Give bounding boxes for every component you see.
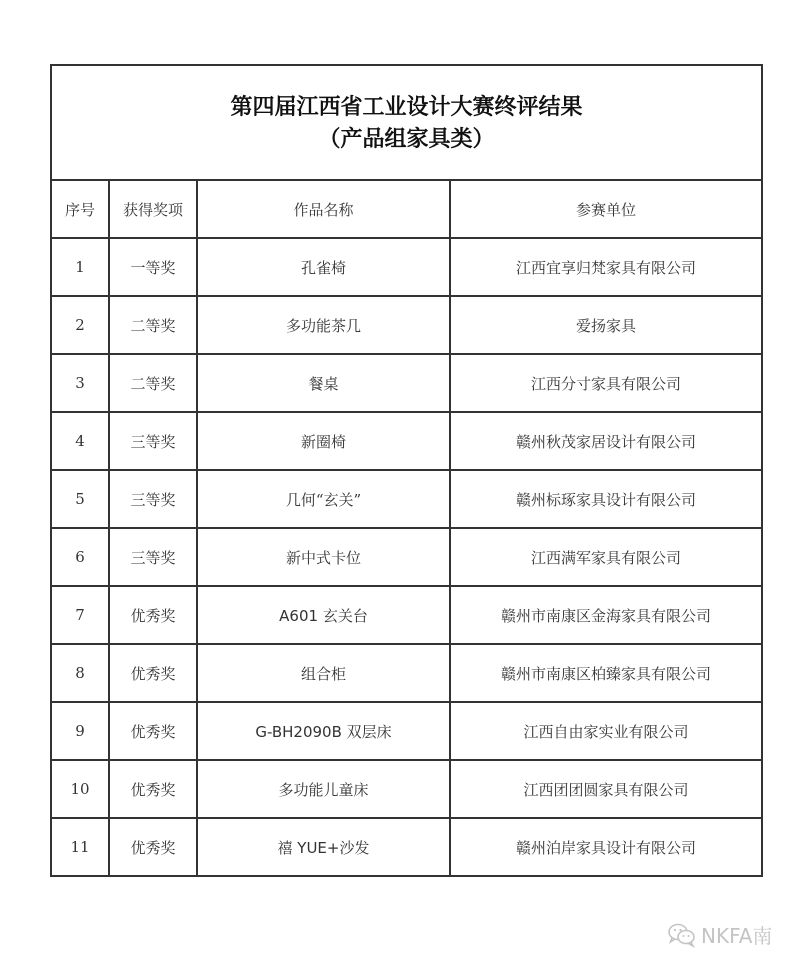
header-org: 参赛单位 [450,180,762,238]
cell-no: 2 [51,296,109,354]
cell-org: 江西满军家具有限公司 [450,528,762,586]
table-row [51,586,762,644]
results-table [50,64,763,877]
cell-award: 优秀奖 [109,702,197,760]
cell-no: 9 [51,702,109,760]
cell-work: 多功能茶几 [197,296,450,354]
cell-work: 禧 YUE+沙发 [197,818,450,876]
watermark-text: NKFA南 [701,924,773,948]
cell-award: 三等奖 [109,412,197,470]
cell-no: 7 [51,586,109,644]
cell-no: 3 [51,354,109,412]
cell-no: 6 [51,528,109,586]
cell-work: 几何“玄关” [197,470,450,528]
cell-award: 三等奖 [109,470,197,528]
header-award: 获得奖项 [109,180,197,238]
table-row [51,644,762,702]
cell-award: 优秀奖 [109,644,197,702]
cell-work: 新圈椅 [197,412,450,470]
wechat-icon [667,922,697,948]
table-row [51,354,762,412]
cell-award: 三等奖 [109,528,197,586]
cell-award: 二等奖 [109,354,197,412]
cell-org: 江西团团圆家具有限公司 [450,760,762,818]
cell-org: 江西自由家实业有限公司 [450,702,762,760]
cell-work: G-BH2090B 双层床 [197,702,450,760]
document-title: 第四届江西省工业设计大赛终评结果 [230,93,583,120]
title-row [51,65,762,180]
cell-no: 10 [51,760,109,818]
cell-award: 一等奖 [109,238,197,296]
cell-no: 1 [51,238,109,296]
cell-award: 优秀奖 [109,586,197,644]
table-row [51,412,762,470]
watermark [667,920,772,949]
cell-work: 新中式卡位 [197,528,450,586]
cell-work: 多功能儿童床 [197,760,450,818]
cell-work: 孔雀椅 [197,238,450,296]
cell-no: 4 [51,412,109,470]
cell-award: 二等奖 [109,296,197,354]
cell-work: 餐桌 [197,354,450,412]
cell-no: 8 [51,644,109,702]
cell-no: 5 [51,470,109,528]
cell-work: A601 玄关台 [197,586,450,644]
table-row [51,238,762,296]
document-subtitle: （产品组家具类） [318,125,495,152]
cell-org: 江西分寸家具有限公司 [450,354,762,412]
cell-award: 优秀奖 [109,818,197,876]
header-work: 作品名称 [197,180,450,238]
cell-org: 赣州标琢家具设计有限公司 [450,470,762,528]
cell-no: 11 [51,818,109,876]
cell-org: 赣州市南康区金海家具有限公司 [450,586,762,644]
table-row [51,702,762,760]
table-row [51,296,762,354]
table-row [51,470,762,528]
cell-award: 优秀奖 [109,760,197,818]
cell-org: 江西宜享归梵家具有限公司 [450,238,762,296]
table-row [51,818,762,876]
title-cell [51,65,762,180]
cell-org: 赣州泊岸家具设计有限公司 [450,818,762,876]
header-no: 序号 [51,180,109,238]
table-row [51,760,762,818]
cell-org: 赣州秋茂家居设计有限公司 [450,412,762,470]
cell-org: 爱扬家具 [450,296,762,354]
table-header-row [51,180,762,238]
table-row [51,528,762,586]
cell-org: 赣州市南康区柏臻家具有限公司 [450,644,762,702]
cell-work: 组合柜 [197,644,450,702]
